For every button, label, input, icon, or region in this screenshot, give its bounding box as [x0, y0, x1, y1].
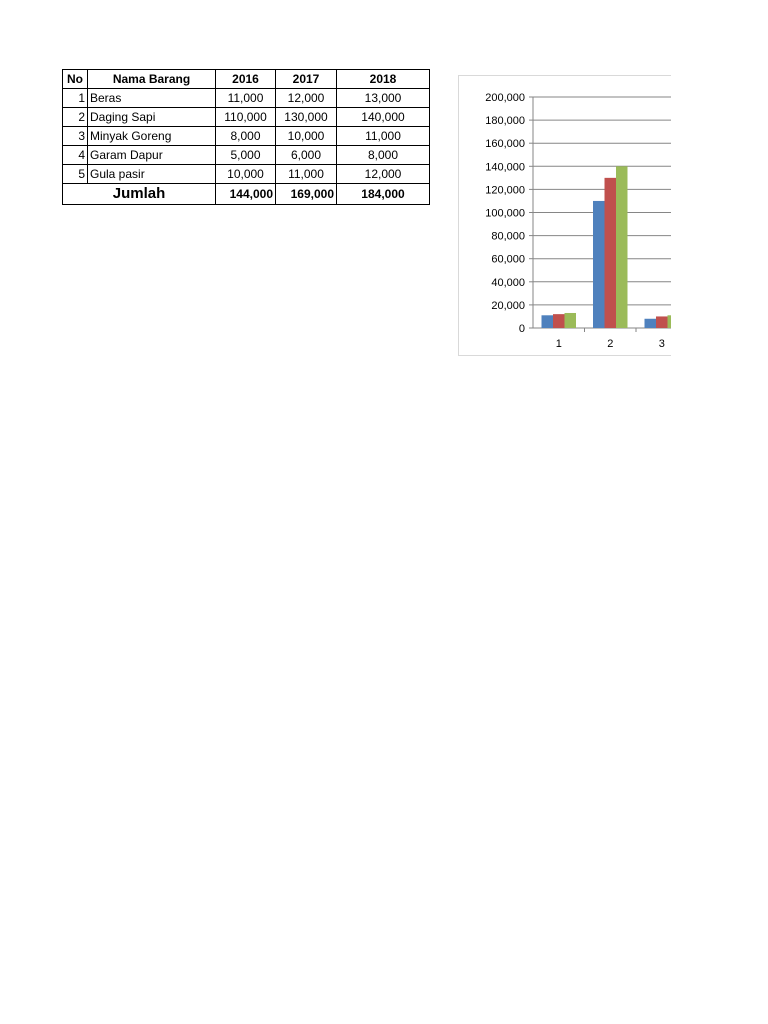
header-no: No: [63, 70, 88, 89]
row-name: Gula pasir: [88, 165, 216, 184]
x-tick-label: 1: [555, 338, 562, 350]
x-tick-label: 3: [658, 338, 665, 350]
y-tick-label: 200,000: [485, 92, 525, 104]
row-name: Daging Sapi: [88, 108, 216, 127]
row-2018: 140,000: [337, 108, 430, 127]
table-row: [63, 127, 430, 146]
table-header-row: [63, 70, 430, 89]
bar: [593, 201, 605, 328]
row-2018: 8,000: [337, 146, 430, 165]
row-2016: 110,000: [216, 108, 276, 127]
chart-area: [458, 75, 671, 356]
row-2017: 11,000: [276, 165, 337, 184]
row-2016: 10,000: [216, 165, 276, 184]
x-tick-label: 2: [607, 338, 614, 350]
bar: [668, 315, 672, 328]
row-2016: 11,000: [216, 89, 276, 108]
total-2016: 144,000: [216, 184, 276, 205]
table-row: [63, 146, 430, 165]
y-tick-label: 20,000: [491, 299, 525, 312]
bar: [542, 315, 554, 328]
table-row: [63, 89, 430, 108]
row-name: Garam Dapur: [88, 146, 216, 165]
y-tick-label: 140,000: [485, 161, 525, 174]
table-row: [63, 108, 430, 127]
y-tick-label: 60,000: [491, 253, 525, 266]
bar-chart: [459, 76, 671, 355]
header-2018: 2018: [337, 70, 430, 89]
bar: [656, 316, 668, 328]
bar: [605, 178, 617, 328]
row-2018: 12,000: [337, 165, 430, 184]
bar: [645, 319, 657, 328]
total-2017: 169,000: [276, 184, 337, 205]
table-row: [63, 165, 430, 184]
row-no: 3: [63, 127, 88, 146]
row-2017: 6,000: [276, 146, 337, 165]
y-tick-label: 80,000: [491, 230, 525, 243]
header-2016: 2016: [216, 70, 276, 89]
y-tick-label: 0: [518, 323, 525, 335]
y-tick-label: 160,000: [485, 138, 525, 151]
row-no: 1: [63, 89, 88, 108]
y-tick-label: 180,000: [485, 115, 525, 128]
bar: [565, 313, 577, 328]
bar: [553, 314, 565, 328]
row-2016: 8,000: [216, 127, 276, 146]
data-table: [62, 69, 430, 205]
row-2017: 12,000: [276, 89, 337, 108]
y-tick-label: 40,000: [491, 276, 525, 289]
row-2016: 5,000: [216, 146, 276, 165]
row-name: Minyak Goreng: [88, 127, 216, 146]
bar: [616, 166, 628, 328]
row-2018: 13,000: [337, 89, 430, 108]
total-row: [63, 184, 430, 205]
total-2018: 184,000: [337, 184, 430, 205]
row-2017: 130,000: [276, 108, 337, 127]
row-no: 5: [63, 165, 88, 184]
y-tick-label: 120,000: [485, 184, 525, 197]
total-label: Jumlah: [63, 184, 216, 205]
y-tick-label: 100,000: [485, 207, 525, 220]
row-2018: 11,000: [337, 127, 430, 146]
row-no: 2: [63, 108, 88, 127]
header-nama-barang: Nama Barang: [88, 70, 216, 89]
row-2017: 10,000: [276, 127, 337, 146]
row-no: 4: [63, 146, 88, 165]
header-2017: 2017: [276, 70, 337, 89]
row-name: Beras: [88, 89, 216, 108]
